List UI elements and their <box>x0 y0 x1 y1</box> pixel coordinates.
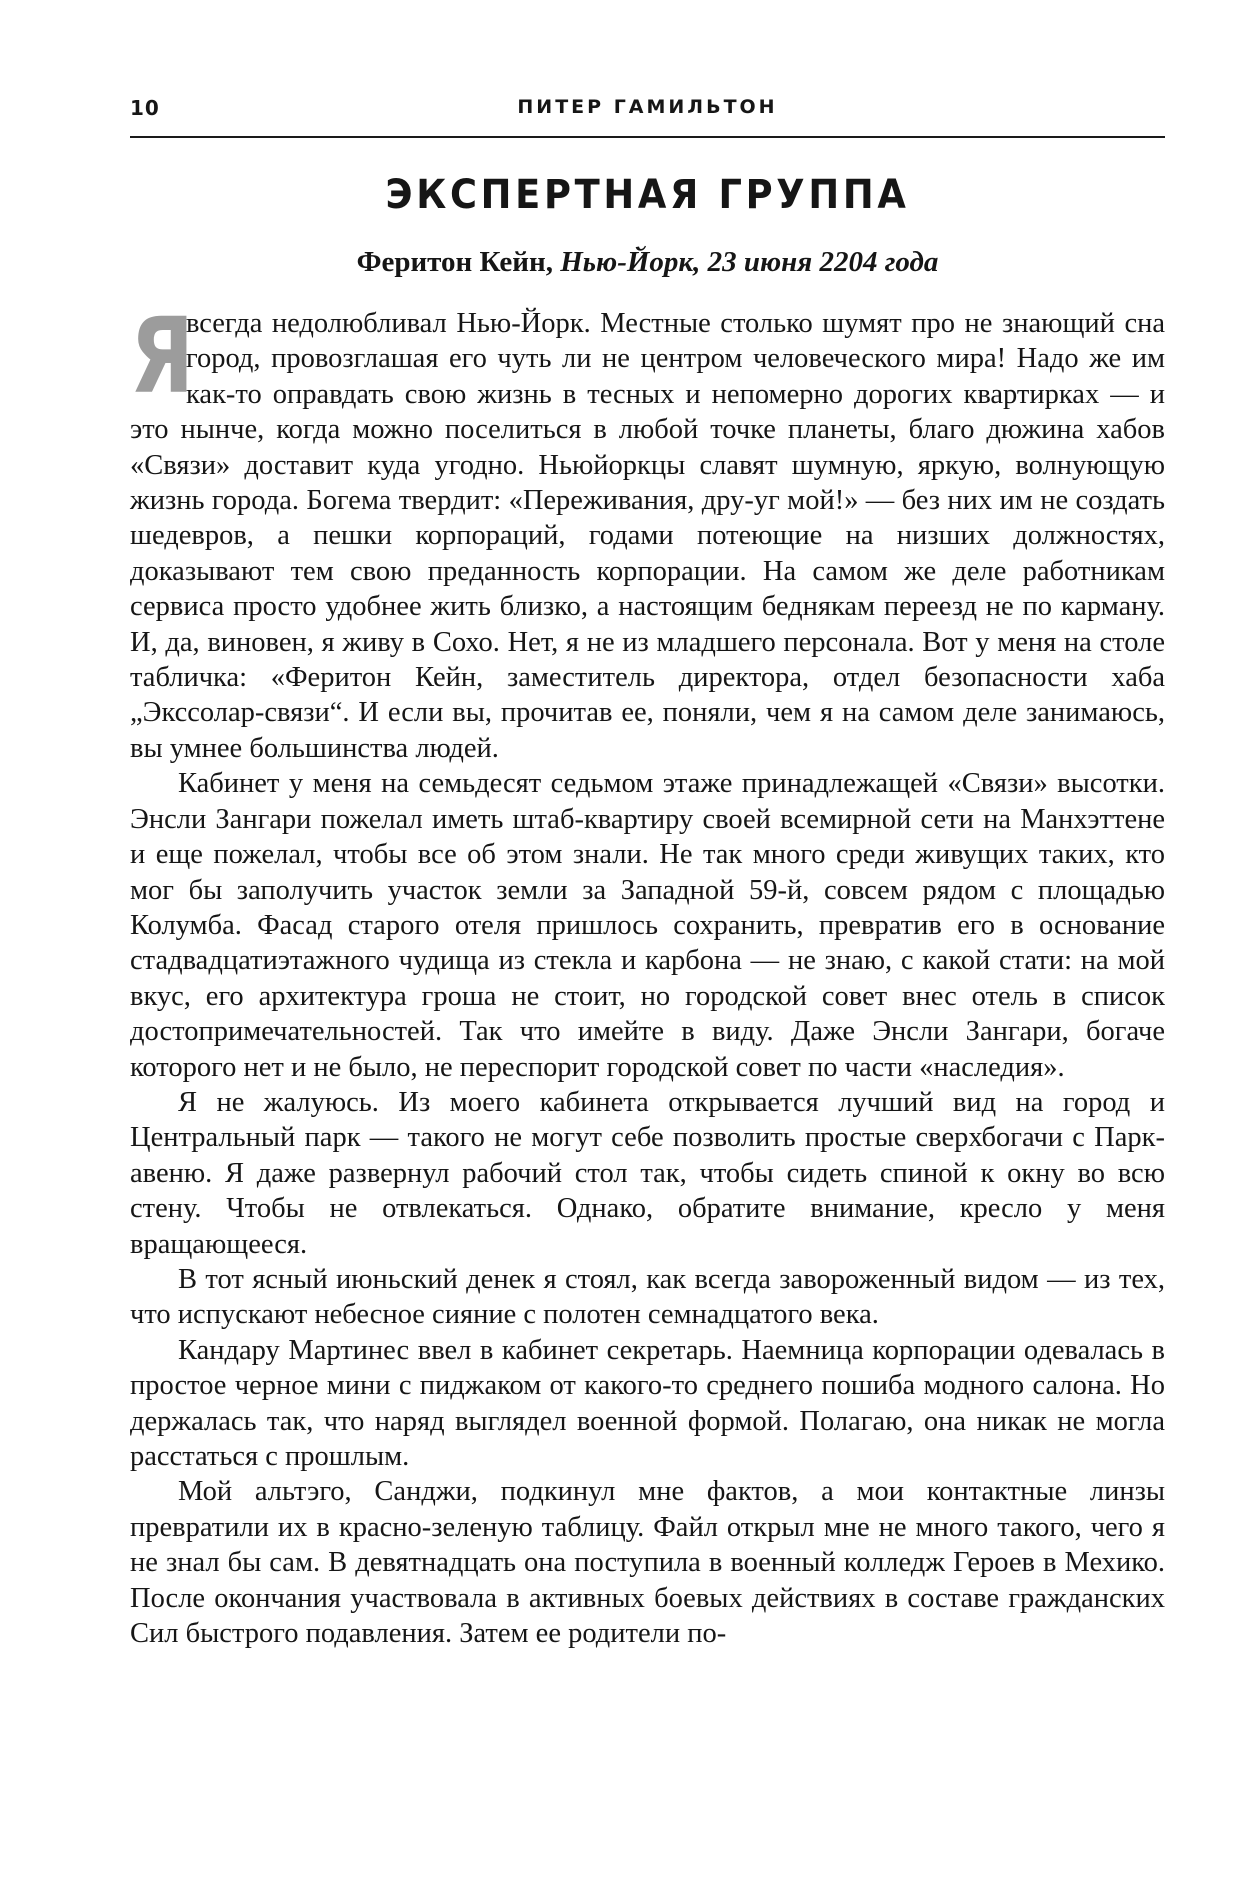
chapter-byline <box>130 246 1165 279</box>
paragraph: Я не жалуюсь. Из моего кабинета открывается лучший вид на город и Центральный парк — такого не могут себе позволить простые сверхбогачи с Парк-авеню. Я даже развернул рабочий стол так, чтобы сидеть спиной к окну во всю стену. Чтобы не отвлекаться. Однако, обратите внимание, кресло у меня вращающееся. <box>130 1086 1165 1260</box>
byline-place-date: Нью-Йорк, 23 июня 2204 года <box>560 246 939 278</box>
page-number: 10 <box>130 96 160 120</box>
drop-cap: Я <box>130 295 195 417</box>
paragraph: Кандару Мартинес ввел в кабинет секретарь. Наемница корпорации одевалась в простое черное мини с пиджаком от какого-то среднего пошиба модного салона. Но держалась так, что наряд выглядел военной формой. Полагаю, она никак не могла расстаться с прошлым. <box>130 1334 1165 1472</box>
body-text <box>130 295 1165 1651</box>
paragraph: Кабинет у меня на семьдесят седьмом этаже принадлежащей «Связи» высотки. Энсли Зангари пожелал иметь штаб-квартиру своей всемирной сети на Манхэттене и еще пожелал, чтобы все об этом знали. Не так много среди живущих таких, кто мог бы заполучить участок земли за Западной 59-й, совсем рядом с площадью Колумба. Фасад старого отеля пришлось сохранить, превратив его в основание стадвадцатиэтажного чудища из стекла и карбона — не знаю, с какой стати: на мой вкус, его архитектура гроша не стоит, но городской совет внес отель в список достопримечательностей. Так что имейте в виду. Даже Энсли Зангари, богаче которого нет и не было, не переспорит городской совет по части «наследия». <box>130 768 1165 1083</box>
byline-name: Феритон Кейн, <box>356 246 553 278</box>
paragraph: В тот ясный июньский денек я стоял, как всегда завороженный видом — из тех, что испускают небесное сияние с полотен семнадцатого века. <box>130 1263 1165 1331</box>
paragraph: Я всегда недолюбливал Нью-Йорк. Местные столько шумят про не знающий сна город, провозглашая его чуть ли не центром человеческого мира! Надо же им как-то оправдать свою жизнь в тесных и непомерно дорогих квартирках — и это нынче, когда можно поселиться в любой точке планеты, благо дюжина хабов «Связи» доставит куда угодно. Ньюйоркцы славят шумную, яркую, волнующую жизнь города. Богема твердит: «Переживания, дру-уг мой!» — без них им не создать шедевров, а пешки корпораций, годами потеющие на низших должностях, доказывают тем свою преданность корпорации. На самом же деле работникам сервиса просто удобнее жить близко, а настоящим беднякам переезд не по карману. И, да, виновен, я живу в Сохо. Нет, я не из младшего персонала. Вот у меня на столе табличка: «Феритон Кейн, заместитель директора, отдел безопасности хаба „Экссолар-связи“. И если вы, прочитав ее, поняли, чем я на самом деле занимаюсь, вы умнее большинства людей. <box>130 295 1165 764</box>
paragraph: Мой альтэго, Санджи, подкинул мне фактов, а мои контактные линзы превратили их в красно-зеленую таблицу. Файл открыл мне не много такого, чего я не знал бы сам. В девятнадцать она поступила в военный колледж Героев в Мехико. После окончания участвовала в активных боевых действиях в составе гражданских Сил быстрого подавления. Затем ее родители по- <box>130 1476 1165 1650</box>
running-header <box>130 92 1165 138</box>
running-title: ПИТЕР ГАМИЛЬТОН <box>517 96 778 118</box>
chapter-title: ЭКСПЕРТНАЯ ГРУППА <box>385 172 910 218</box>
